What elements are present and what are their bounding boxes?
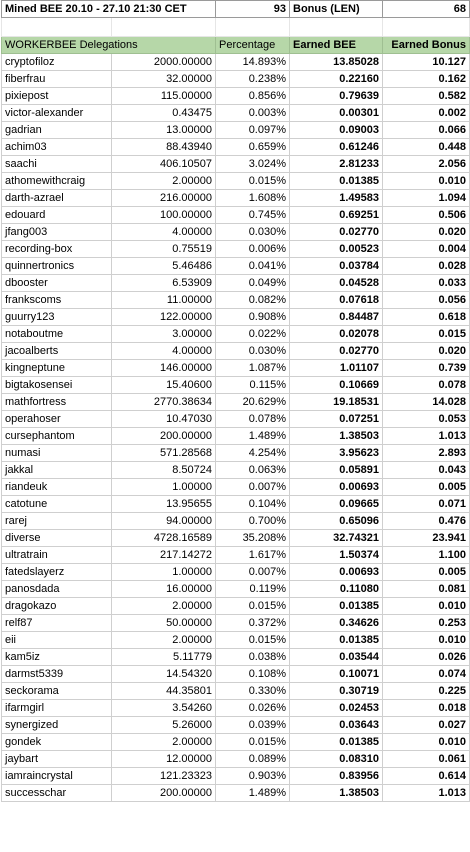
percentage-cell[interactable]: 0.097% bbox=[216, 122, 290, 139]
percentage-cell[interactable]: 0.078% bbox=[216, 411, 290, 428]
delegator-name-cell[interactable]: jakkal bbox=[2, 462, 112, 479]
table-row bbox=[2, 547, 470, 564]
table-row bbox=[2, 683, 470, 700]
earned-bee-cell[interactable]: 0.07618 bbox=[290, 292, 383, 309]
delegation-amount-cell[interactable]: 146.00000 bbox=[112, 360, 216, 377]
earned-bonus-cell[interactable]: 0.066 bbox=[383, 122, 470, 139]
percentage-cell[interactable]: 0.745% bbox=[216, 207, 290, 224]
earned-bonus-cell[interactable]: 14.028 bbox=[383, 394, 470, 411]
earned-bonus-cell[interactable]: 0.005 bbox=[383, 479, 470, 496]
earned-bonus-cell[interactable]: 0.081 bbox=[383, 581, 470, 598]
summary-bonus-label-cell[interactable]: Bonus (LEN) bbox=[290, 1, 383, 18]
delegation-amount-cell[interactable]: 200.00000 bbox=[112, 785, 216, 802]
earned-bee-cell[interactable]: 0.10669 bbox=[290, 377, 383, 394]
earned-bee-cell[interactable]: 0.08310 bbox=[290, 751, 383, 768]
delegator-name-cell[interactable]: dragokazo bbox=[2, 598, 112, 615]
delegator-name-cell[interactable]: ifarmgirl bbox=[2, 700, 112, 717]
delegator-name-cell[interactable]: jaybart bbox=[2, 751, 112, 768]
earned-bonus-cell[interactable]: 0.020 bbox=[383, 343, 470, 360]
earned-bee-cell[interactable]: 32.74321 bbox=[290, 530, 383, 547]
earned-bonus-cell[interactable]: 10.127 bbox=[383, 54, 470, 71]
table-row bbox=[2, 309, 470, 326]
table-row bbox=[2, 360, 470, 377]
percentage-cell[interactable]: 0.015% bbox=[216, 734, 290, 751]
table-row bbox=[2, 445, 470, 462]
earned-bee-cell[interactable]: 0.00693 bbox=[290, 479, 383, 496]
empty-cell[interactable] bbox=[112, 18, 216, 37]
percentage-cell[interactable]: 1.608% bbox=[216, 190, 290, 207]
earned-bonus-cell[interactable]: 0.027 bbox=[383, 717, 470, 734]
table-row bbox=[2, 649, 470, 666]
column-header-earned-bee[interactable]: Earned BEE bbox=[290, 37, 383, 54]
table-row bbox=[2, 666, 470, 683]
percentage-cell[interactable]: 0.238% bbox=[216, 71, 290, 88]
delegator-name-cell[interactable]: athomewithcraig bbox=[2, 173, 112, 190]
table-row bbox=[2, 105, 470, 122]
table-row bbox=[2, 530, 470, 547]
delegation-amount-cell[interactable]: 15.40600 bbox=[112, 377, 216, 394]
delegation-amount-cell[interactable]: 0.75519 bbox=[112, 241, 216, 258]
earned-bonus-cell[interactable]: 0.225 bbox=[383, 683, 470, 700]
earned-bonus-cell[interactable]: 0.015 bbox=[383, 326, 470, 343]
delegator-name-cell[interactable]: quinnertronics bbox=[2, 258, 112, 275]
table-row bbox=[2, 411, 470, 428]
percentage-cell[interactable]: 20.629% bbox=[216, 394, 290, 411]
earned-bonus-cell[interactable]: 0.582 bbox=[383, 88, 470, 105]
table-row bbox=[2, 751, 470, 768]
delegator-name-cell[interactable]: edouard bbox=[2, 207, 112, 224]
delegation-amount-cell[interactable]: 3.54260 bbox=[112, 700, 216, 717]
percentage-cell[interactable]: 1.489% bbox=[216, 428, 290, 445]
delegator-name-cell[interactable]: darth-azrael bbox=[2, 190, 112, 207]
delegator-name-cell[interactable]: cursephantom bbox=[2, 428, 112, 445]
percentage-cell[interactable]: 0.026% bbox=[216, 700, 290, 717]
earned-bee-cell[interactable]: 2.81233 bbox=[290, 156, 383, 173]
table-row bbox=[2, 394, 470, 411]
earned-bonus-cell[interactable]: 0.033 bbox=[383, 275, 470, 292]
delegation-amount-cell[interactable]: 5.46486 bbox=[112, 258, 216, 275]
earned-bonus-cell[interactable]: 1.100 bbox=[383, 547, 470, 564]
delegation-amount-cell[interactable]: 571.28568 bbox=[112, 445, 216, 462]
percentage-cell[interactable]: 0.908% bbox=[216, 309, 290, 326]
table-row bbox=[2, 71, 470, 88]
earned-bee-cell[interactable]: 0.02770 bbox=[290, 343, 383, 360]
earned-bee-cell[interactable]: 0.10071 bbox=[290, 666, 383, 683]
delegation-amount-cell[interactable]: 6.53909 bbox=[112, 275, 216, 292]
delegation-amount-cell[interactable]: 121.23323 bbox=[112, 768, 216, 785]
earned-bonus-cell[interactable]: 0.162 bbox=[383, 71, 470, 88]
earned-bonus-cell[interactable]: 2.056 bbox=[383, 156, 470, 173]
percentage-cell[interactable]: 4.254% bbox=[216, 445, 290, 462]
earned-bee-cell[interactable]: 0.30719 bbox=[290, 683, 383, 700]
delegation-amount-cell[interactable]: 5.11779 bbox=[112, 649, 216, 666]
table-row bbox=[2, 190, 470, 207]
delegator-name-cell[interactable]: riandeuk bbox=[2, 479, 112, 496]
percentage-cell[interactable]: 3.024% bbox=[216, 156, 290, 173]
delegator-name-cell[interactable]: relf87 bbox=[2, 615, 112, 632]
delegation-amount-cell[interactable]: 217.14272 bbox=[112, 547, 216, 564]
empty-cell[interactable] bbox=[2, 18, 112, 37]
delegation-amount-cell[interactable]: 4728.16589 bbox=[112, 530, 216, 547]
percentage-cell[interactable]: 0.015% bbox=[216, 632, 290, 649]
delegator-name-cell[interactable]: achim03 bbox=[2, 139, 112, 156]
earned-bonus-cell[interactable]: 0.056 bbox=[383, 292, 470, 309]
earned-bee-cell[interactable]: 0.00523 bbox=[290, 241, 383, 258]
earned-bee-cell[interactable]: 0.79639 bbox=[290, 88, 383, 105]
earned-bonus-cell[interactable]: 0.004 bbox=[383, 241, 470, 258]
earned-bee-cell[interactable]: 0.01385 bbox=[290, 632, 383, 649]
earned-bee-cell[interactable]: 0.61246 bbox=[290, 139, 383, 156]
delegator-name-cell[interactable]: ultratrain bbox=[2, 547, 112, 564]
delegator-name-cell[interactable]: eii bbox=[2, 632, 112, 649]
percentage-cell[interactable]: 0.049% bbox=[216, 275, 290, 292]
delegation-amount-cell[interactable]: 5.26000 bbox=[112, 717, 216, 734]
earned-bee-cell[interactable]: 0.05891 bbox=[290, 462, 383, 479]
earned-bee-cell[interactable]: 1.38503 bbox=[290, 428, 383, 445]
earned-bee-cell[interactable]: 0.01385 bbox=[290, 598, 383, 615]
table-row bbox=[2, 241, 470, 258]
table-row bbox=[2, 122, 470, 139]
delegation-amount-cell[interactable]: 11.00000 bbox=[112, 292, 216, 309]
table-row bbox=[2, 768, 470, 785]
earned-bee-cell[interactable]: 3.95623 bbox=[290, 445, 383, 462]
delegator-name-cell[interactable]: seckorama bbox=[2, 683, 112, 700]
column-header-row bbox=[2, 37, 470, 54]
sheet-body bbox=[2, 1, 470, 802]
earned-bee-cell[interactable]: 0.04528 bbox=[290, 275, 383, 292]
percentage-cell[interactable]: 0.015% bbox=[216, 173, 290, 190]
delegation-amount-cell[interactable]: 200.00000 bbox=[112, 428, 216, 445]
earned-bee-cell[interactable]: 0.83956 bbox=[290, 768, 383, 785]
percentage-cell[interactable]: 0.022% bbox=[216, 326, 290, 343]
table-row bbox=[2, 139, 470, 156]
summary-row bbox=[2, 1, 470, 18]
table-row bbox=[2, 343, 470, 360]
percentage-cell[interactable]: 0.003% bbox=[216, 105, 290, 122]
delegation-amount-cell[interactable]: 2.00000 bbox=[112, 598, 216, 615]
earned-bonus-cell[interactable]: 0.078 bbox=[383, 377, 470, 394]
delegator-name-cell[interactable]: darmst5339 bbox=[2, 666, 112, 683]
delegation-amount-cell[interactable]: 13.95655 bbox=[112, 496, 216, 513]
table-row bbox=[2, 581, 470, 598]
percentage-cell[interactable]: 0.108% bbox=[216, 666, 290, 683]
earned-bonus-cell[interactable]: 1.013 bbox=[383, 785, 470, 802]
delegation-amount-cell[interactable]: 13.00000 bbox=[112, 122, 216, 139]
delegator-name-cell[interactable]: mathfortress bbox=[2, 394, 112, 411]
delegation-amount-cell[interactable]: 3.00000 bbox=[112, 326, 216, 343]
table-row bbox=[2, 377, 470, 394]
percentage-cell[interactable]: 0.041% bbox=[216, 258, 290, 275]
earned-bonus-cell[interactable]: 0.448 bbox=[383, 139, 470, 156]
earned-bee-cell[interactable]: 1.49583 bbox=[290, 190, 383, 207]
empty-row bbox=[2, 18, 470, 37]
earned-bee-cell[interactable]: 0.03643 bbox=[290, 717, 383, 734]
delegation-amount-cell[interactable]: 8.50724 bbox=[112, 462, 216, 479]
delegation-amount-cell[interactable]: 216.00000 bbox=[112, 190, 216, 207]
delegation-amount-cell[interactable]: 10.47030 bbox=[112, 411, 216, 428]
table-row bbox=[2, 598, 470, 615]
percentage-cell[interactable]: 35.208% bbox=[216, 530, 290, 547]
delegator-name-cell[interactable]: recording-box bbox=[2, 241, 112, 258]
table-row bbox=[2, 428, 470, 445]
delegator-name-cell[interactable]: diverse bbox=[2, 530, 112, 547]
earned-bonus-cell[interactable]: 0.253 bbox=[383, 615, 470, 632]
delegation-amount-cell[interactable]: 122.00000 bbox=[112, 309, 216, 326]
percentage-cell[interactable]: 0.372% bbox=[216, 615, 290, 632]
delegation-amount-cell[interactable]: 50.00000 bbox=[112, 615, 216, 632]
delegation-amount-cell[interactable]: 14.54320 bbox=[112, 666, 216, 683]
earned-bee-cell[interactable]: 19.18531 bbox=[290, 394, 383, 411]
empty-cell[interactable] bbox=[290, 18, 383, 37]
delegation-amount-cell[interactable]: 88.43940 bbox=[112, 139, 216, 156]
table-row bbox=[2, 564, 470, 581]
table-row bbox=[2, 700, 470, 717]
delegator-name-cell[interactable]: fiberfrau bbox=[2, 71, 112, 88]
delegator-name-cell[interactable]: fatedslayerz bbox=[2, 564, 112, 581]
percentage-cell[interactable]: 0.104% bbox=[216, 496, 290, 513]
percentage-cell[interactable]: 0.039% bbox=[216, 717, 290, 734]
delegation-amount-cell[interactable]: 0.43475 bbox=[112, 105, 216, 122]
earned-bee-cell[interactable]: 0.02078 bbox=[290, 326, 383, 343]
earned-bonus-cell[interactable]: 0.005 bbox=[383, 564, 470, 581]
percentage-cell[interactable]: 0.082% bbox=[216, 292, 290, 309]
table-row bbox=[2, 156, 470, 173]
percentage-cell[interactable]: 0.119% bbox=[216, 581, 290, 598]
delegation-amount-cell[interactable]: 12.00000 bbox=[112, 751, 216, 768]
earned-bonus-cell[interactable]: 0.053 bbox=[383, 411, 470, 428]
delegation-amount-cell[interactable]: 406.10507 bbox=[112, 156, 216, 173]
delegator-name-cell[interactable]: gadrian bbox=[2, 122, 112, 139]
summary-bonus-cell[interactable]: 68 bbox=[383, 1, 470, 18]
delegation-amount-cell[interactable]: 94.00000 bbox=[112, 513, 216, 530]
delegator-name-cell[interactable]: jacoalberts bbox=[2, 343, 112, 360]
delegator-name-cell[interactable]: panosdada bbox=[2, 581, 112, 598]
table-row bbox=[2, 734, 470, 751]
earned-bee-cell[interactable]: 0.01385 bbox=[290, 173, 383, 190]
delegator-name-cell[interactable]: iamraincrystal bbox=[2, 768, 112, 785]
earned-bee-cell[interactable]: 0.11080 bbox=[290, 581, 383, 598]
earned-bonus-cell[interactable]: 2.893 bbox=[383, 445, 470, 462]
percentage-cell[interactable]: 0.015% bbox=[216, 598, 290, 615]
table-row bbox=[2, 326, 470, 343]
earned-bonus-cell[interactable]: 0.739 bbox=[383, 360, 470, 377]
table-row bbox=[2, 292, 470, 309]
delegator-name-cell[interactable]: numasi bbox=[2, 445, 112, 462]
percentage-cell[interactable]: 0.700% bbox=[216, 513, 290, 530]
delegation-amount-cell[interactable]: 115.00000 bbox=[112, 88, 216, 105]
earned-bee-cell[interactable]: 13.85028 bbox=[290, 54, 383, 71]
table-row bbox=[2, 479, 470, 496]
earned-bonus-cell[interactable]: 0.043 bbox=[383, 462, 470, 479]
earned-bonus-cell[interactable]: 0.026 bbox=[383, 649, 470, 666]
earned-bonus-cell[interactable]: 23.941 bbox=[383, 530, 470, 547]
table-row bbox=[2, 717, 470, 734]
delegator-name-cell[interactable]: notaboutme bbox=[2, 326, 112, 343]
earned-bee-cell[interactable]: 0.09665 bbox=[290, 496, 383, 513]
delegator-name-cell[interactable]: operahoser bbox=[2, 411, 112, 428]
delegation-amount-cell[interactable]: 44.35801 bbox=[112, 683, 216, 700]
column-header-earned-bonus[interactable]: Earned Bonus bbox=[383, 37, 470, 54]
percentage-cell[interactable]: 0.063% bbox=[216, 462, 290, 479]
earned-bonus-cell[interactable]: 0.020 bbox=[383, 224, 470, 241]
delegation-amount-cell[interactable]: 100.00000 bbox=[112, 207, 216, 224]
empty-cell[interactable] bbox=[216, 18, 290, 37]
earned-bee-cell[interactable]: 0.03784 bbox=[290, 258, 383, 275]
percentage-cell[interactable]: 0.089% bbox=[216, 751, 290, 768]
table-row bbox=[2, 275, 470, 292]
delegator-name-cell[interactable]: rarej bbox=[2, 513, 112, 530]
earned-bonus-cell[interactable]: 0.010 bbox=[383, 734, 470, 751]
table-row bbox=[2, 258, 470, 275]
table-row bbox=[2, 173, 470, 190]
percentage-cell[interactable]: 0.903% bbox=[216, 768, 290, 785]
percentage-cell[interactable]: 1.617% bbox=[216, 547, 290, 564]
earned-bonus-cell[interactable]: 0.506 bbox=[383, 207, 470, 224]
delegator-name-cell[interactable]: successchar bbox=[2, 785, 112, 802]
percentage-cell[interactable]: 0.030% bbox=[216, 224, 290, 241]
empty-cell[interactable] bbox=[383, 18, 470, 37]
percentage-cell[interactable]: 14.893% bbox=[216, 54, 290, 71]
delegator-name-cell[interactable]: kingneptune bbox=[2, 360, 112, 377]
percentage-cell[interactable]: 0.659% bbox=[216, 139, 290, 156]
earned-bonus-cell[interactable]: 0.618 bbox=[383, 309, 470, 326]
earned-bee-cell[interactable]: 0.01385 bbox=[290, 734, 383, 751]
percentage-cell[interactable]: 0.006% bbox=[216, 241, 290, 258]
delegator-name-cell[interactable]: catotune bbox=[2, 496, 112, 513]
delegator-name-cell[interactable]: frankscoms bbox=[2, 292, 112, 309]
delegator-name-cell[interactable]: gondek bbox=[2, 734, 112, 751]
delegation-amount-cell[interactable]: 4.00000 bbox=[112, 224, 216, 241]
earned-bee-cell[interactable]: 0.07251 bbox=[290, 411, 383, 428]
column-header-percentage[interactable]: Percentage bbox=[216, 37, 290, 54]
delegation-amount-cell[interactable]: 1.00000 bbox=[112, 479, 216, 496]
table-row bbox=[2, 54, 470, 71]
earned-bonus-cell[interactable]: 0.002 bbox=[383, 105, 470, 122]
earned-bonus-cell[interactable]: 0.010 bbox=[383, 632, 470, 649]
percentage-cell[interactable]: 0.038% bbox=[216, 649, 290, 666]
earned-bonus-cell[interactable]: 0.061 bbox=[383, 751, 470, 768]
earned-bonus-cell[interactable]: 0.614 bbox=[383, 768, 470, 785]
summary-mined-cell[interactable]: 93 bbox=[216, 1, 290, 18]
delegator-name-cell[interactable]: bigtakosensei bbox=[2, 377, 112, 394]
percentage-cell[interactable]: 0.856% bbox=[216, 88, 290, 105]
table-row bbox=[2, 615, 470, 632]
earned-bonus-cell[interactable]: 1.094 bbox=[383, 190, 470, 207]
delegation-amount-cell[interactable]: 4.00000 bbox=[112, 343, 216, 360]
table-row bbox=[2, 496, 470, 513]
delegator-name-cell[interactable]: jfang003 bbox=[2, 224, 112, 241]
earned-bee-cell[interactable]: 0.84487 bbox=[290, 309, 383, 326]
percentage-cell[interactable]: 1.489% bbox=[216, 785, 290, 802]
table-row bbox=[2, 207, 470, 224]
table-row bbox=[2, 88, 470, 105]
earned-bonus-cell[interactable]: 0.028 bbox=[383, 258, 470, 275]
percentage-cell[interactable]: 1.087% bbox=[216, 360, 290, 377]
earned-bonus-cell[interactable]: 0.010 bbox=[383, 173, 470, 190]
delegator-name-cell[interactable]: cryptofiloz bbox=[2, 54, 112, 71]
delegator-name-cell[interactable]: kam5iz bbox=[2, 649, 112, 666]
delegation-amount-cell[interactable]: 2770.38634 bbox=[112, 394, 216, 411]
percentage-cell[interactable]: 0.007% bbox=[216, 479, 290, 496]
earned-bee-cell[interactable]: 1.50374 bbox=[290, 547, 383, 564]
delegation-amount-cell[interactable]: 2.00000 bbox=[112, 734, 216, 751]
delegator-name-cell[interactable]: dbooster bbox=[2, 275, 112, 292]
earned-bee-cell[interactable]: 0.03544 bbox=[290, 649, 383, 666]
delegation-amount-cell[interactable]: 1.00000 bbox=[112, 564, 216, 581]
delegator-name-cell[interactable]: saachi bbox=[2, 156, 112, 173]
earned-bonus-cell[interactable]: 0.476 bbox=[383, 513, 470, 530]
delegations-sheet bbox=[1, 0, 470, 802]
earned-bee-cell[interactable]: 0.09003 bbox=[290, 122, 383, 139]
table-row bbox=[2, 513, 470, 530]
table-row bbox=[2, 785, 470, 802]
delegator-name-cell[interactable]: guurry123 bbox=[2, 309, 112, 326]
delegation-amount-cell[interactable]: 16.00000 bbox=[112, 581, 216, 598]
delegator-name-cell[interactable]: synergized bbox=[2, 717, 112, 734]
percentage-cell[interactable]: 0.030% bbox=[216, 343, 290, 360]
delegation-amount-cell[interactable]: 2.00000 bbox=[112, 173, 216, 190]
table-row bbox=[2, 632, 470, 649]
earned-bee-cell[interactable]: 0.00301 bbox=[290, 105, 383, 122]
earned-bee-cell[interactable]: 1.38503 bbox=[290, 785, 383, 802]
percentage-cell[interactable]: 0.330% bbox=[216, 683, 290, 700]
delegation-amount-cell[interactable]: 2.00000 bbox=[112, 632, 216, 649]
earned-bee-cell[interactable]: 0.22160 bbox=[290, 71, 383, 88]
column-header-delegations[interactable]: WORKERBEE Delegations bbox=[2, 37, 216, 54]
earned-bee-cell[interactable]: 0.65096 bbox=[290, 513, 383, 530]
earned-bonus-cell[interactable]: 1.013 bbox=[383, 428, 470, 445]
percentage-cell[interactable]: 0.007% bbox=[216, 564, 290, 581]
earned-bee-cell[interactable]: 0.02453 bbox=[290, 700, 383, 717]
percentage-cell[interactable]: 0.115% bbox=[216, 377, 290, 394]
earned-bonus-cell[interactable]: 0.018 bbox=[383, 700, 470, 717]
table-row bbox=[2, 462, 470, 479]
earned-bee-cell[interactable]: 0.02770 bbox=[290, 224, 383, 241]
delegation-amount-cell[interactable]: 32.00000 bbox=[112, 71, 216, 88]
delegation-amount-cell[interactable]: 2000.00000 bbox=[112, 54, 216, 71]
earned-bonus-cell[interactable]: 0.074 bbox=[383, 666, 470, 683]
earned-bee-cell[interactable]: 0.69251 bbox=[290, 207, 383, 224]
earned-bonus-cell[interactable]: 0.071 bbox=[383, 496, 470, 513]
delegator-name-cell[interactable]: pixiepost bbox=[2, 88, 112, 105]
earned-bee-cell[interactable]: 0.00693 bbox=[290, 564, 383, 581]
earned-bee-cell[interactable]: 1.01107 bbox=[290, 360, 383, 377]
earned-bonus-cell[interactable]: 0.010 bbox=[383, 598, 470, 615]
delegator-name-cell[interactable]: victor-alexander bbox=[2, 105, 112, 122]
earned-bee-cell[interactable]: 0.34626 bbox=[290, 615, 383, 632]
summary-title-cell[interactable]: Mined BEE 20.10 - 27.10 21:30 CET bbox=[2, 1, 216, 18]
table-row bbox=[2, 224, 470, 241]
